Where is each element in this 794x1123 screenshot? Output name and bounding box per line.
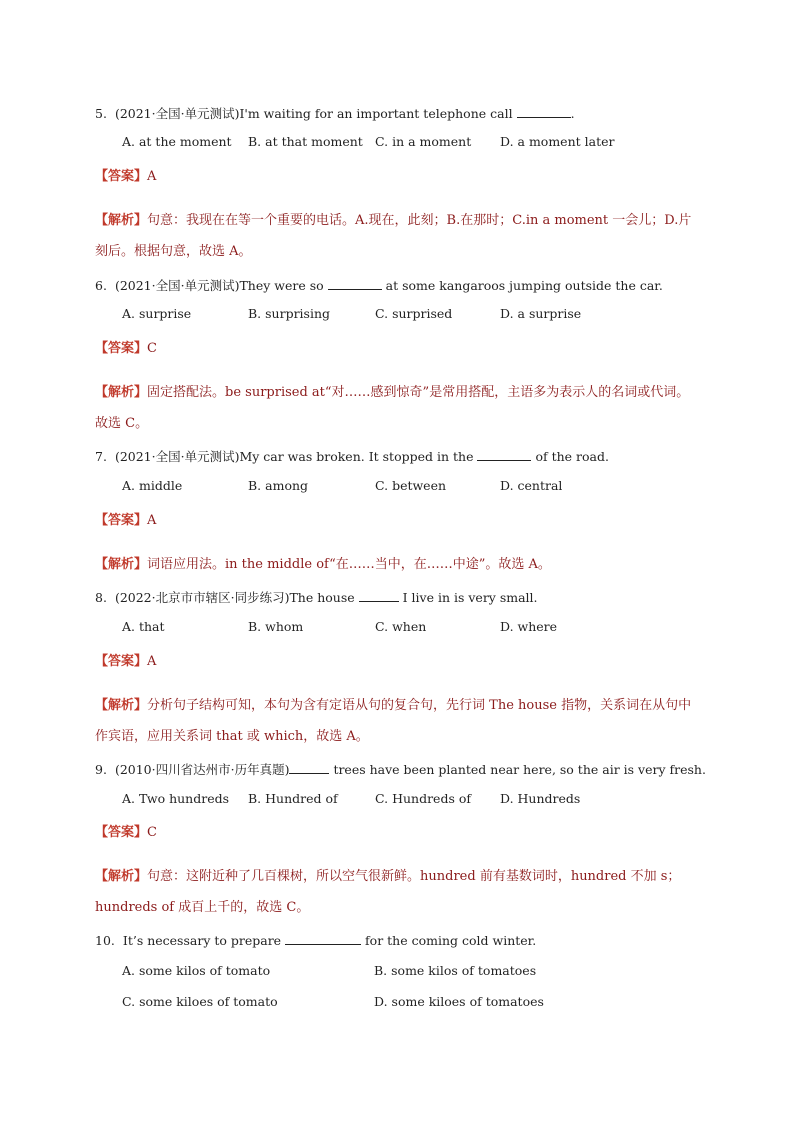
option-a: A. some kilos of tomato bbox=[122, 963, 271, 978]
option-d: D. some kiloes of tomatoes bbox=[374, 994, 544, 1009]
option-c: C. in a moment bbox=[375, 134, 472, 149]
explanation-text: 词语应用法。in the middle of“在……当中，在……中途”。故选 A。 bbox=[147, 557, 551, 572]
question-text-end: at some kangaroos jumping outside the car. bbox=[385, 278, 663, 293]
option-d: D. Hundreds bbox=[500, 791, 581, 806]
question-text: It’s necessary to prepare bbox=[122, 933, 282, 948]
question-text: (2021·全国·单元测试)My car was broken. It stopped in the bbox=[114, 449, 474, 464]
option-b: B. Hundred of bbox=[248, 791, 338, 806]
answer-value: A bbox=[147, 169, 157, 184]
question-7-stem bbox=[95, 447, 609, 465]
question-number: 10. bbox=[95, 933, 115, 948]
option-b: B. among bbox=[248, 478, 309, 493]
question-text-end: for the coming cold winter. bbox=[365, 933, 537, 948]
option-b: B. at that moment bbox=[248, 134, 363, 149]
question-7-explanation bbox=[95, 549, 701, 580]
option-b: B. surprising bbox=[248, 306, 331, 321]
question-text-end: trees have been planted near here, so the air is very fresh. bbox=[333, 762, 706, 777]
question-6-answer bbox=[95, 337, 157, 356]
option-c: C. Hundreds of bbox=[375, 791, 471, 806]
question-6-explanation bbox=[95, 377, 701, 439]
question-7-answer bbox=[95, 509, 156, 528]
answer-value: A bbox=[147, 513, 157, 528]
question-6-stem bbox=[95, 276, 663, 294]
option-b: B. some kilos of tomatoes bbox=[374, 963, 537, 978]
explanation-text: 句意：我现在在等一个重要的电话。A.现在，此刻；B.在那时；C.in a moment 一会儿；D.片刻后。根据句意，故选 A。 bbox=[95, 213, 692, 259]
explanation-text: 固定搭配法。be surprised at“对……感到惊奇”是常用搭配，主语多为表示人的名词或代词。故选 C。 bbox=[95, 385, 690, 431]
question-9-stem bbox=[95, 760, 706, 778]
question-number: 8. bbox=[95, 590, 107, 605]
explanation-text: 分析句子结构可知，本句为含有定语从句的复合句，先行词 The house 指物，关系词在从句中作宾语，应用关系词 that 或 which，故选 A。 bbox=[95, 698, 692, 744]
option-d: D. a surprise bbox=[500, 306, 582, 321]
question-5-answer bbox=[95, 165, 156, 184]
answer-blank bbox=[477, 448, 531, 461]
question-5-stem bbox=[95, 104, 575, 122]
answer-tag: 【答案】 bbox=[95, 654, 148, 669]
option-a: A. surprise bbox=[122, 306, 192, 321]
explanation-tag: 【解析】 bbox=[95, 385, 148, 400]
question-text-end: of the road. bbox=[535, 449, 609, 464]
question-text: (2021·全国·单元测试)I'm waiting for an important telephone call bbox=[114, 106, 513, 121]
option-b: B. whom bbox=[248, 619, 304, 634]
question-text-end: . bbox=[570, 106, 575, 121]
question-number: 6. bbox=[95, 278, 107, 293]
question-9-answer bbox=[95, 821, 157, 840]
explanation-tag: 【解析】 bbox=[95, 213, 148, 228]
question-5-explanation bbox=[95, 205, 701, 267]
answer-blank bbox=[517, 105, 571, 118]
option-c: C. some kiloes of tomato bbox=[122, 994, 278, 1009]
explanation-tag: 【解析】 bbox=[95, 557, 148, 572]
question-number: 9. bbox=[95, 762, 107, 777]
question-text: (2021·全国·单元测试)They were so bbox=[114, 278, 324, 293]
question-number: 7. bbox=[95, 449, 107, 464]
answer-blank bbox=[328, 277, 382, 290]
question-text: (2022·北京市市辖区·同步练习)The house bbox=[114, 590, 355, 605]
question-8-stem bbox=[95, 588, 538, 606]
option-c: C. when bbox=[375, 619, 427, 634]
question-text-end: I live in is very small. bbox=[402, 590, 538, 605]
option-a: A. middle bbox=[122, 478, 183, 493]
question-10-stem bbox=[95, 932, 536, 948]
explanation-tag: 【解析】 bbox=[95, 698, 148, 713]
question-number: 5. bbox=[95, 106, 107, 121]
question-9-explanation bbox=[95, 861, 701, 923]
explanation-tag: 【解析】 bbox=[95, 869, 148, 884]
option-a: A. at the moment bbox=[122, 134, 232, 149]
explanation-text: 句意：这附近种了几百棵树，所以空气很新鲜。hundred 前有基数词时，hundred 不加 s；hundreds of 成百上千的，故选 C。 bbox=[95, 869, 681, 915]
question-8-answer bbox=[95, 650, 156, 669]
answer-tag: 【答案】 bbox=[95, 341, 148, 356]
answer-tag: 【答案】 bbox=[95, 825, 148, 840]
option-d: D. central bbox=[500, 478, 563, 493]
question-text: (2010·四川省达州市·历年真题) bbox=[114, 762, 290, 777]
answer-blank bbox=[359, 589, 399, 602]
answer-value: C bbox=[147, 341, 157, 356]
option-a: A. that bbox=[122, 619, 165, 634]
answer-blank bbox=[285, 932, 361, 945]
option-c: C. surprised bbox=[375, 306, 453, 321]
answer-tag: 【答案】 bbox=[95, 169, 148, 184]
option-c: C. between bbox=[375, 478, 447, 493]
question-8-explanation bbox=[95, 690, 701, 752]
answer-blank bbox=[289, 761, 329, 774]
answer-value: C bbox=[147, 825, 157, 840]
answer-tag: 【答案】 bbox=[95, 513, 148, 528]
option-d: D. a moment later bbox=[500, 134, 615, 149]
option-a: A. Two hundreds bbox=[122, 791, 230, 806]
option-d: D. where bbox=[500, 619, 558, 634]
answer-value: A bbox=[147, 654, 157, 669]
